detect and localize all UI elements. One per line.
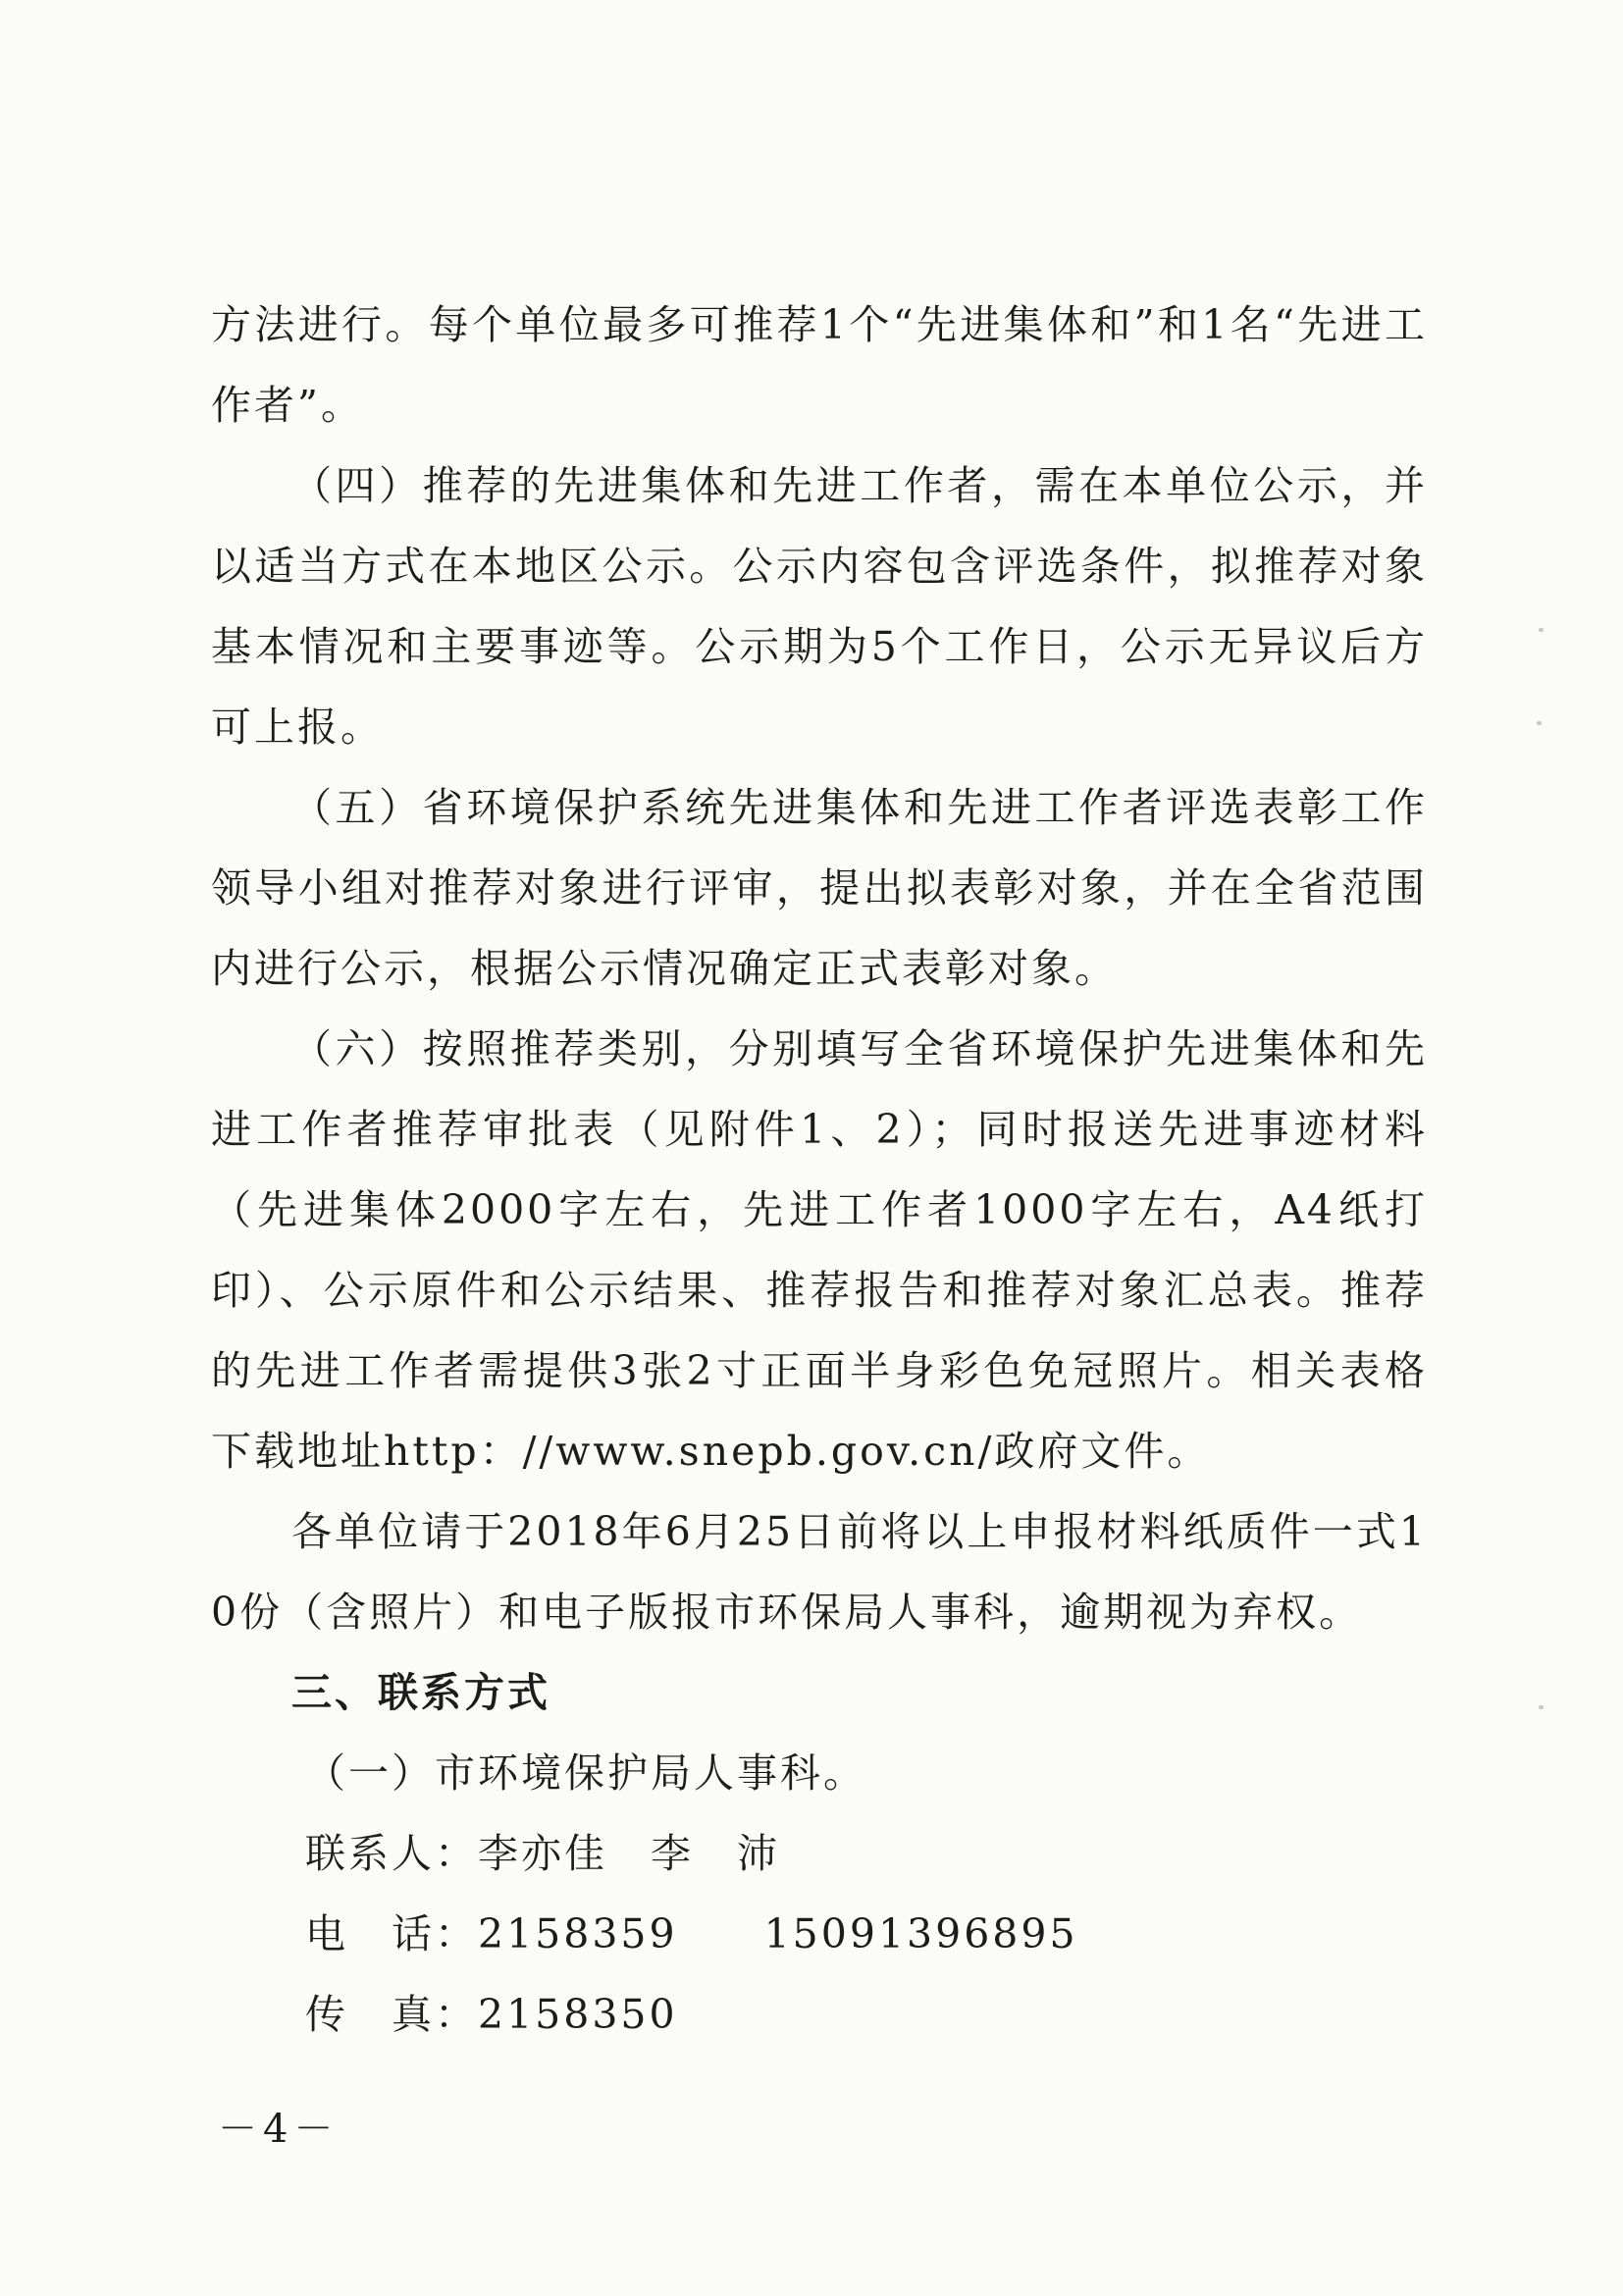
page-number: －4－ (218, 2107, 340, 2152)
document-body (211, 285, 1428, 2055)
paragraph-item-5-review: （五）省环境保护系统先进集体和先进工作者评选表彰工作领导小组对推荐对象进行评审，提出拟表彰对象，并在全省范围内进行公示，根据公示情况确定正式表彰对象。 (211, 784, 1428, 992)
scan-mark (1539, 1705, 1544, 1709)
paragraph-item-6-forms: （六）按照推荐类别，分别填写全省环境保护先进集体和先进工作者推荐审批表（见附件1、2）；同时报送先进事迹材料（先进集体2000字左右，先进工作者1000字左右，A4纸打印）、公示原件和公示结果、推荐报告和推荐对象汇总表。推荐的先进工作者需提供3张2寸正面半身彩色免冠照片。相关表格下载地址http：//www.snepb.gov.cn/政府文件。 (211, 1025, 1428, 1475)
contact-phone: 电 话：2158359 15091396895 (305, 1910, 1078, 1957)
scan-mark (1537, 721, 1542, 725)
contact-person: 联系人：李亦佳 李 沛 (305, 1830, 780, 1877)
paragraph-nomination-method: 方法进行。每个单位最多可推荐1个“先进集体和”和1名“先进工作者”。 (211, 301, 1428, 429)
section-heading-contact: 三、联系方式 (291, 1669, 550, 1716)
paragraph-item-4-publicity: （四）推荐的先进集体和先进工作者，需在本单位公示，并以适当方式在本地区公示。公示内容包含评选条件，拟推荐对象基本情况和主要事迹等。公示期为5个工作日，公示无异议后方可上报。 (211, 462, 1428, 751)
contact-fax: 传 真：2158350 (305, 1991, 678, 2038)
scan-mark (1539, 628, 1544, 632)
paragraph-deadline: 各单位请于2018年6月25日前将以上申报材料纸质件一式10份（含照片）和电子版报市环保局人事科，逾期视为弃权。 (211, 1508, 1428, 1636)
contact-unit: （一）市环境保护局人事科。 (305, 1749, 866, 1797)
